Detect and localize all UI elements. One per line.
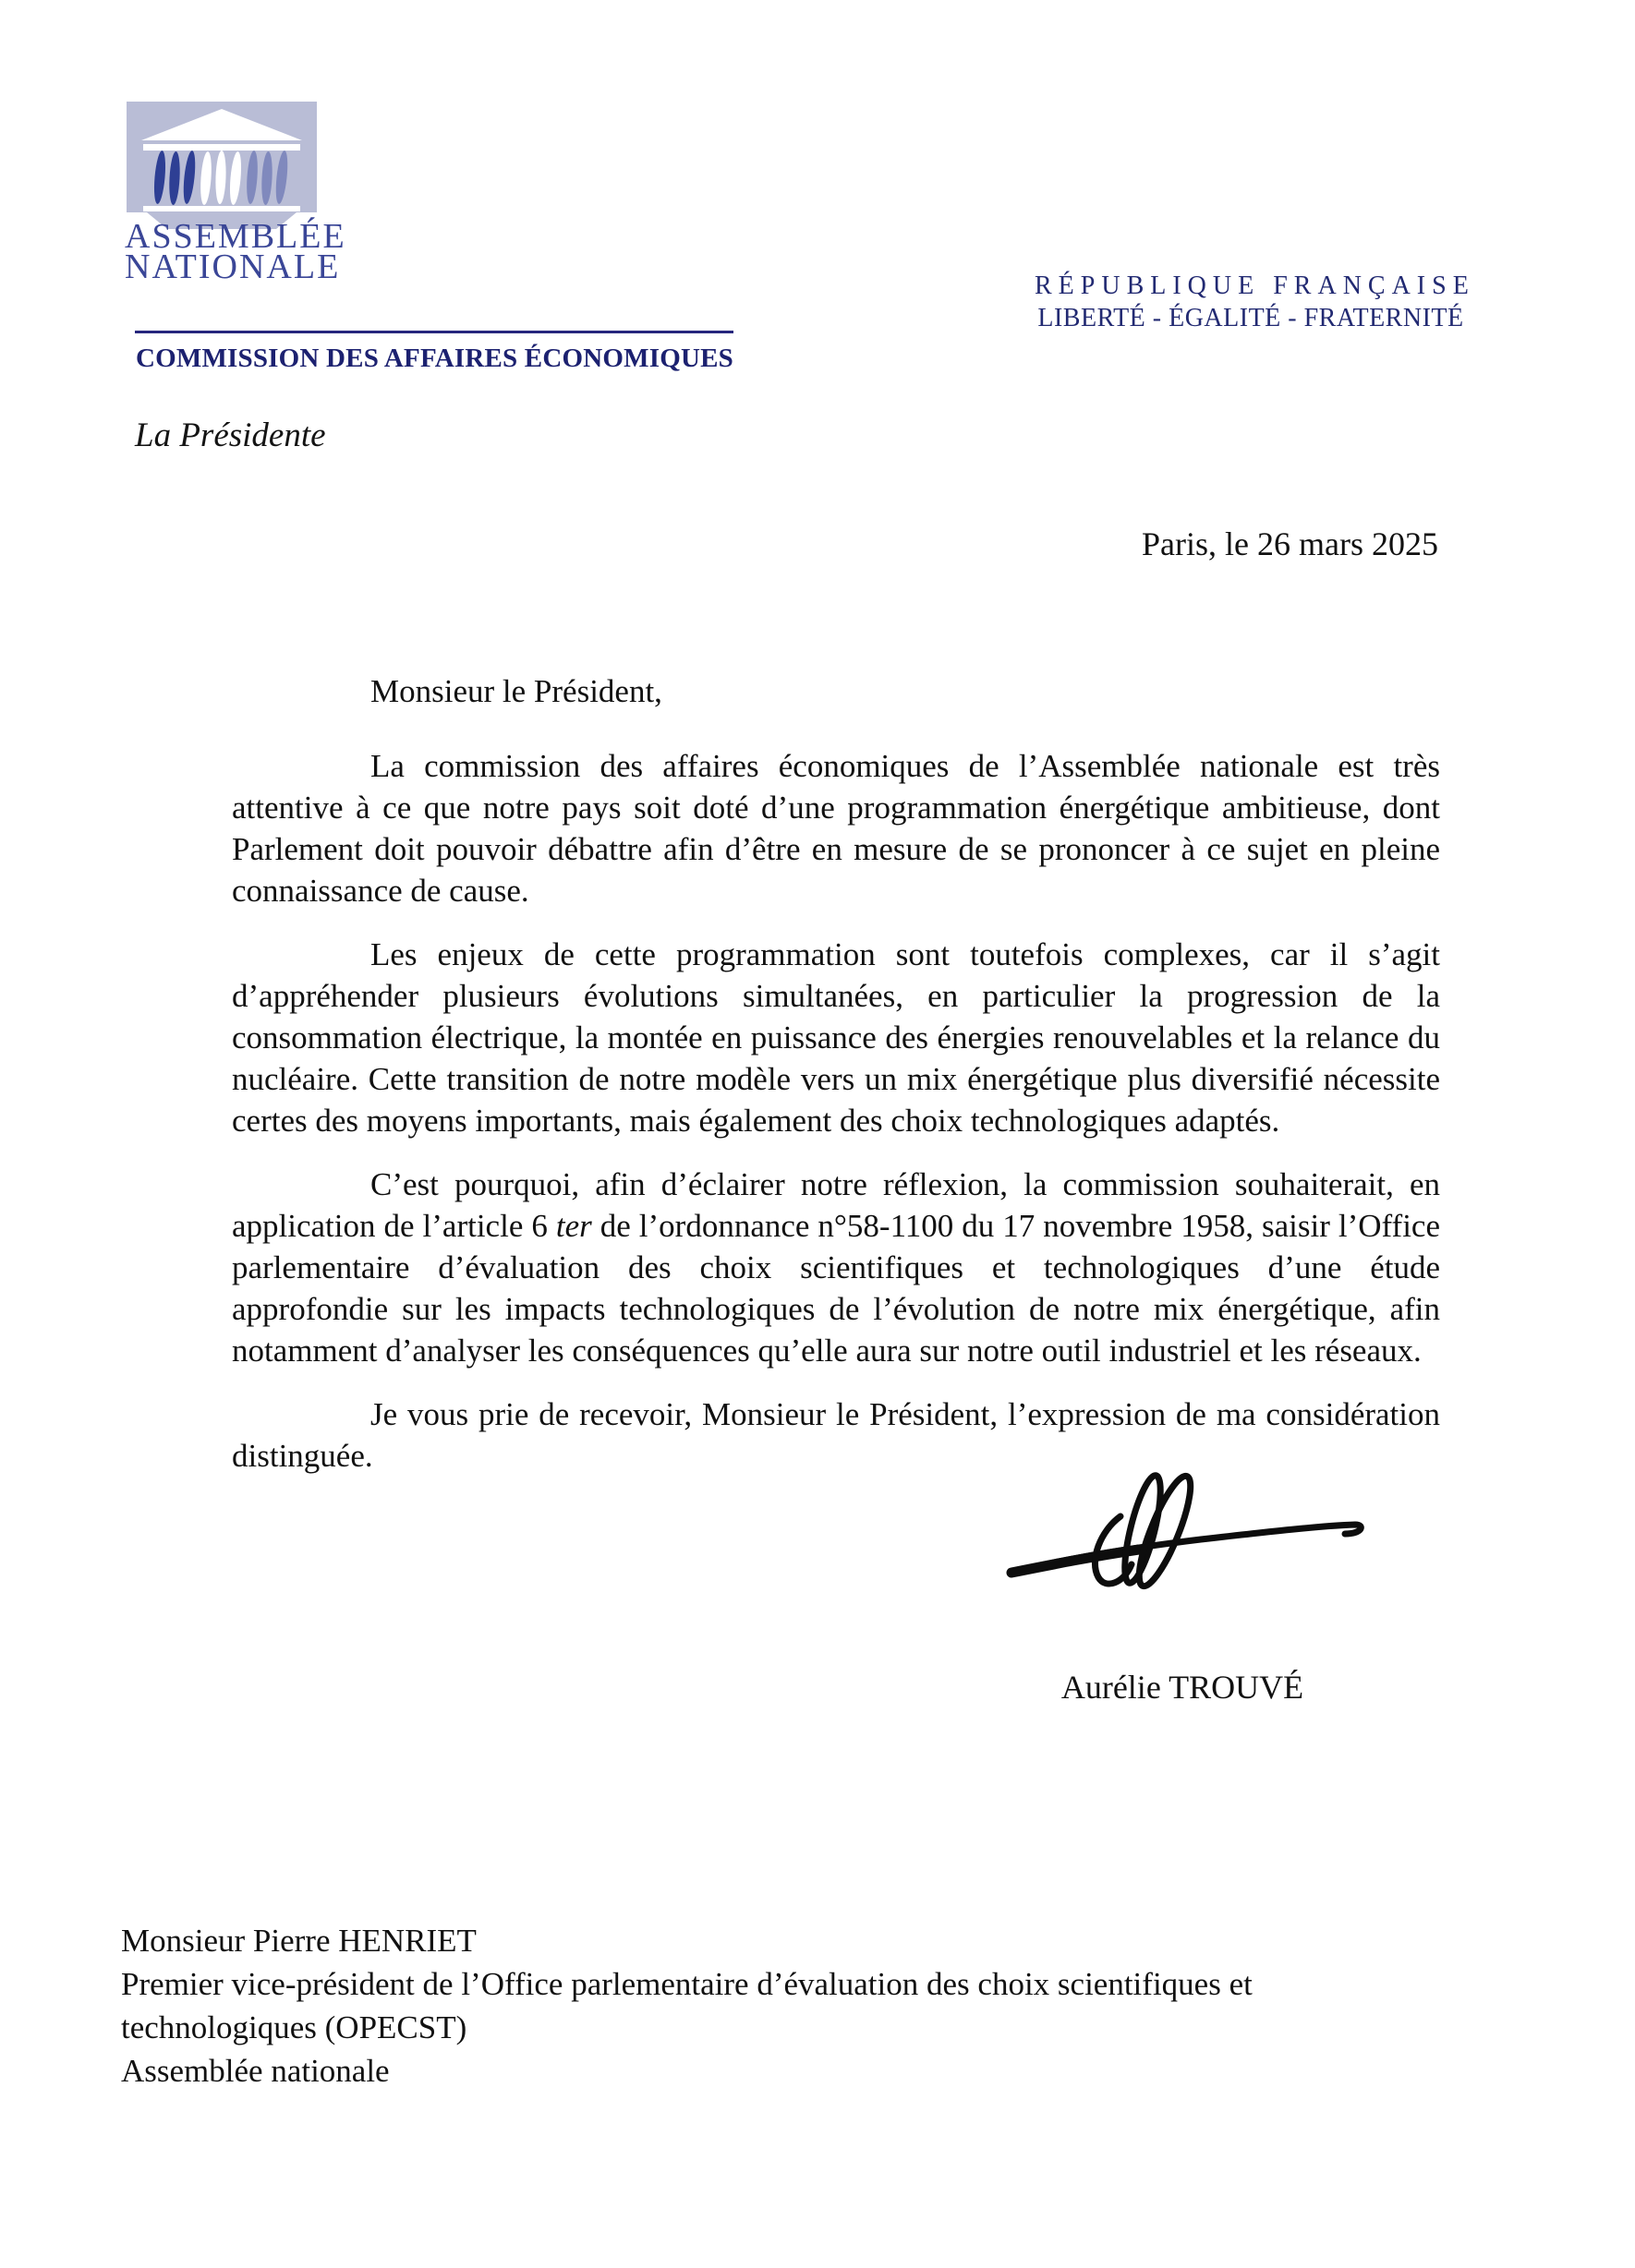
signature-icon [1002, 1452, 1372, 1618]
addressee-line: Monsieur Pierre HENRIET [121, 1923, 477, 1959]
header-divider [135, 331, 733, 333]
addressee-line: technologiques (OPECST) [121, 2009, 467, 2045]
logo-wordmark [125, 217, 346, 286]
paragraph-4: Je vous prie de recevoir, Monsieur le Président, l’expression de ma considération distinguée. [232, 1396, 1440, 1474]
letter-body [232, 670, 1440, 1499]
paragraph-2: Les enjeux de cette programmation sont toutefois complexes, car il s’agit d’appréhender plusieurs évolutions simultanées, en particulier la progression de la consommation électrique, la montée en puissance des énergies renouvelables et la relance du nucléaire. Cette transition de notre modèle vers un mix énergétique plus diversifié nécessite certes des moyens importants, mais également des choix technologiques adaptés. [232, 936, 1440, 1139]
logo-wordmark-line2: NATIONALE [125, 247, 341, 286]
salutation: Monsieur le Président, [370, 673, 662, 709]
devise-line: LIBERTÉ - ÉGALITÉ - FRATERNITÉ [1037, 304, 1464, 332]
paragraph-3-part2: de l’ordonnance n°58-1100 du 17 novembre 1958, saisir l’Office parlementaire d’évaluation des choix scientifiques et technologiques d’une étude approfondie sur les impacts technologiques de l’évolution de notre mix énergétique, afin notamment d’analyser les conséquences qu’elle aura sur notre outil industriel et les réseaux. [232, 1208, 1440, 1369]
logo-wordmark-line1: ASSEMBLÉE [125, 217, 346, 256]
paragraph-3-italic-term: ter [555, 1208, 592, 1244]
commission-title: COMMISSION DES AFFAIRES ÉCONOMIQUES [136, 344, 733, 373]
republique-line: RÉPUBLIQUE FRANÇAISE [1035, 271, 1475, 300]
paragraph-3 [232, 1164, 1440, 1371]
republique-francaise-block [1035, 271, 1475, 333]
paragraph-1: La commission des affaires économiques de l’Assemblée nationale est très attentive à ce que notre pays soit doté d’une programmation énergétique ambitieuse, dont Parlement doit pouvoir débattre afin d’être en mesure de se prononcer à ce sujet en pleine connaissance de cause. [232, 748, 1440, 909]
paragraph-3-part1: C’est pourquoi, afin d’éclairer notre réflexion, la commission souhaiterait, en application de l’article 6 [232, 1166, 1440, 1244]
addressee-line: Premier vice-président de l’Office parlementaire d’évaluation des choix scientifiques et [121, 1966, 1253, 2002]
sender-role: La Présidente [135, 416, 326, 454]
addressee-block [121, 1919, 1414, 2093]
dateline: Paris, le 26 mars 2025 [1142, 525, 1438, 562]
addressee-line: Assemblée nationale [121, 2053, 390, 2089]
signer-name: Aurélie TROUVÉ [1060, 1669, 1304, 1706]
assemblee-nationale-logo-icon [127, 102, 317, 229]
